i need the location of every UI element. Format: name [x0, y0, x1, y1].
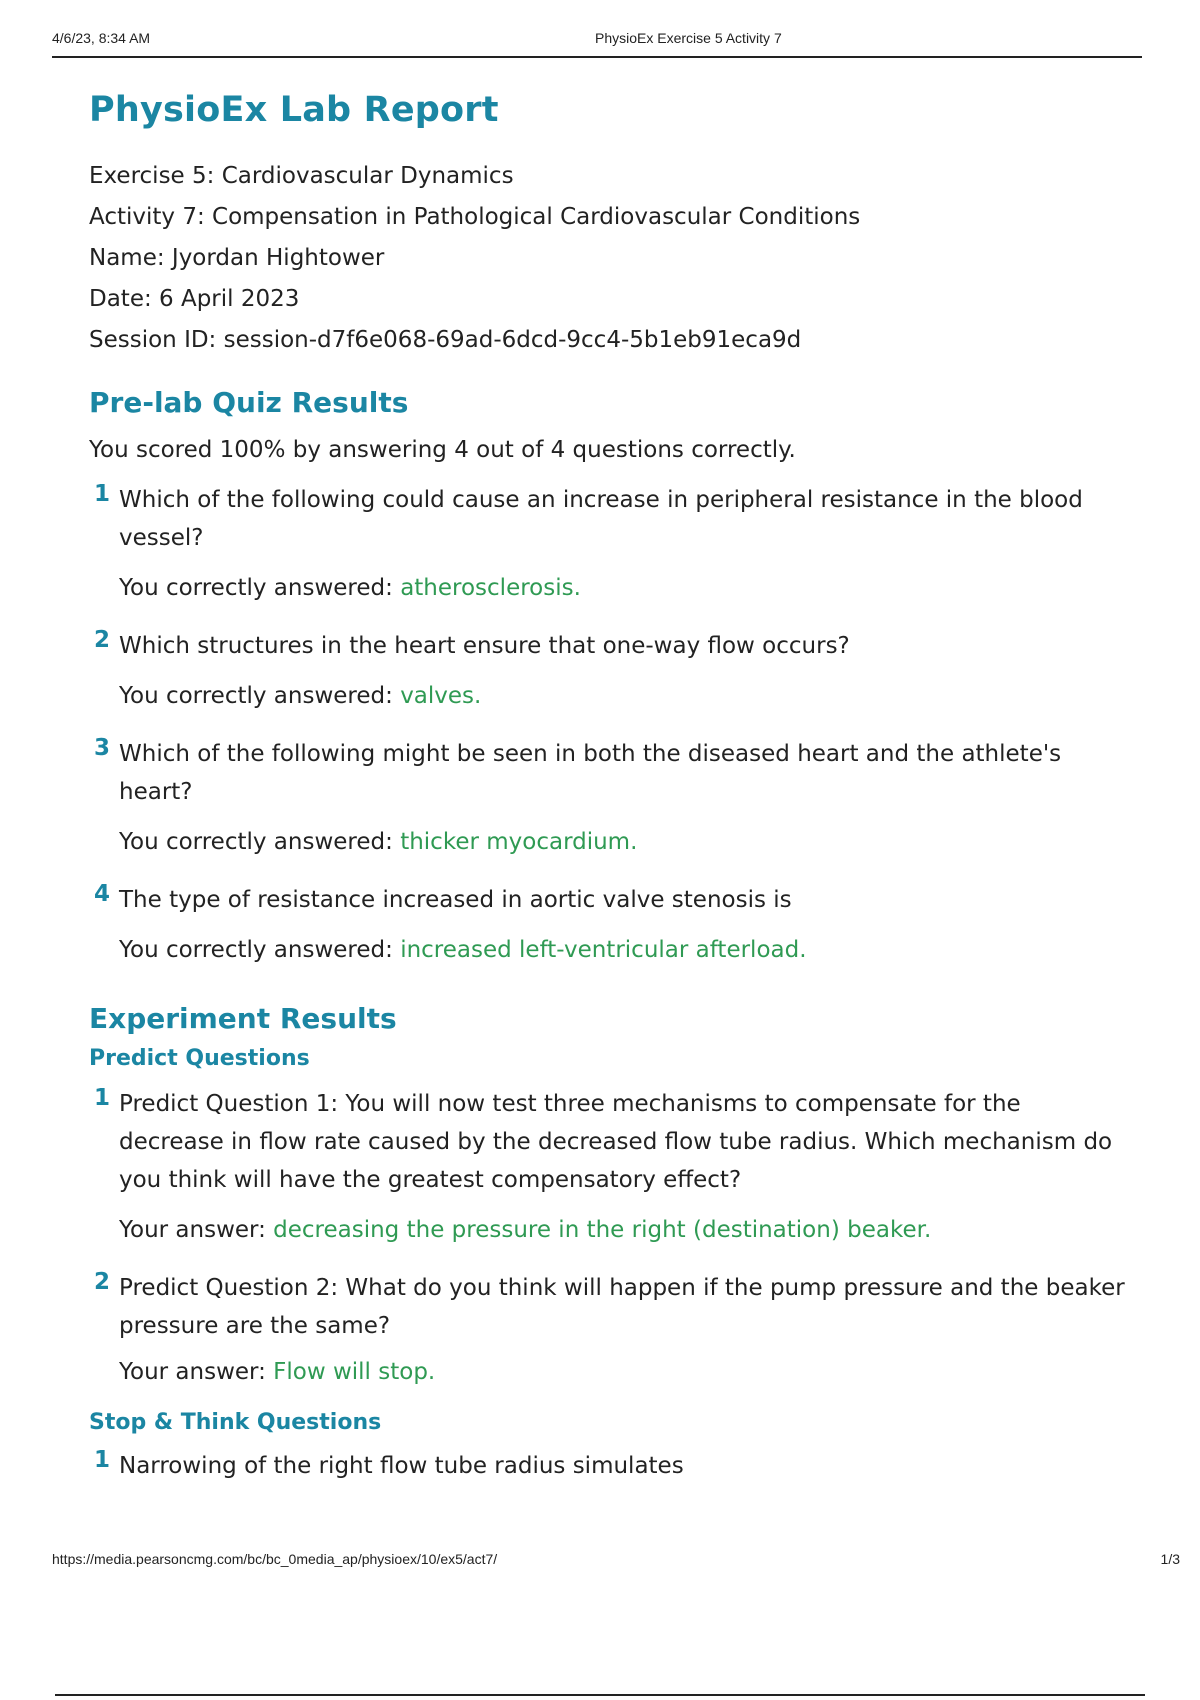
question-number: 2: [94, 1269, 111, 1295]
predict-question: [89, 1085, 1149, 1247]
prelab-question: [89, 735, 1149, 859]
print-date: 4/6/23, 8:34 AM: [52, 30, 151, 46]
question-text: Which structures in the heart ensure that one-way flow occurs?: [119, 633, 850, 659]
predict-heading: Predict Questions: [89, 1046, 310, 1071]
prelab-question: [89, 627, 1149, 713]
answer-prefix: You correctly answered:: [119, 575, 401, 601]
question-text: Predict Question 2: What do you think will happen if the pump pressure and the beaker pressure are the same?: [119, 1275, 1125, 1339]
answer-value: Flow will stop.: [273, 1359, 436, 1385]
question-answer: [119, 679, 1149, 713]
prelab-score: You scored 100% by answering 4 out of 4 questions correctly.: [89, 437, 796, 463]
report-title: PhysioEx Lab Report: [89, 90, 499, 130]
answer-prefix: You correctly answered:: [119, 937, 401, 963]
prelab-question: [89, 481, 1149, 605]
question-number: 3: [94, 735, 111, 761]
page-number: 1/3: [1160, 1551, 1180, 1567]
prelab-heading: Pre-lab Quiz Results: [89, 386, 409, 419]
report-content: [89, 86, 1149, 1485]
question-number: 1: [94, 1085, 111, 1111]
question-answer: [119, 825, 1149, 859]
question-text: Predict Question 1: You will now test three mechanisms to compensate for the decrease in flow rate caused by the decreased flow tube radius. Which mechanism do you think will have the greatest compensatory effect?: [119, 1091, 1113, 1193]
answer-value: atherosclerosis.: [400, 575, 581, 601]
bottom-divider: [55, 1694, 1145, 1696]
question-answer: [119, 1355, 1149, 1389]
print-header: [52, 28, 1142, 58]
activity-line: Activity 7: Compensation in Pathological Cardiovascular Conditions: [89, 204, 861, 230]
prelab-question: [89, 881, 1149, 967]
question-answer: [119, 1213, 1149, 1247]
answer-value: valves.: [400, 683, 482, 709]
report-meta: [89, 156, 1149, 361]
name-line: Name: Jyordan Hightower: [89, 245, 385, 271]
stop-think-question: [89, 1447, 1149, 1485]
predict-question: [89, 1269, 1149, 1389]
stop-think-heading: Stop & Think Questions: [89, 1410, 382, 1435]
answer-prefix: Your answer:: [119, 1217, 274, 1243]
question-number: 1: [94, 1447, 111, 1473]
question-number: 2: [94, 627, 111, 653]
question-answer: [119, 933, 1149, 967]
print-doc-title: PhysioEx Exercise 5 Activity 7: [595, 30, 782, 46]
question-text: Narrowing of the right flow tube radius simulates: [119, 1453, 684, 1479]
date-line: Date: 6 April 2023: [89, 286, 300, 312]
exercise-line: Exercise 5: Cardiovascular Dynamics: [89, 163, 514, 189]
answer-value: thicker myocardium.: [400, 829, 638, 855]
answer-prefix: Your answer:: [119, 1359, 274, 1385]
question-number: 1: [94, 481, 111, 507]
question-text: Which of the following could cause an increase in peripheral resistance in the blood vessel?: [119, 487, 1083, 551]
question-number: 4: [94, 881, 111, 907]
answer-value: increased left-ventricular afterload.: [400, 937, 807, 963]
question-answer: [119, 571, 1149, 605]
answer-value: decreasing the pressure in the right (destination) beaker.: [273, 1217, 932, 1243]
experiment-heading: Experiment Results: [89, 1002, 397, 1035]
answer-prefix: You correctly answered:: [119, 683, 401, 709]
answer-prefix: You correctly answered:: [119, 829, 401, 855]
session-line: Session ID: session-d7f6e068-69ad-6dcd-9cc4-5b1eb91eca9d: [89, 327, 802, 353]
question-text: The type of resistance increased in aortic valve stenosis is: [119, 887, 792, 913]
question-text: Which of the following might be seen in both the diseased heart and the athlete's heart?: [119, 741, 1062, 805]
page-url: https://media.pearsoncmg.com/bc/bc_0media_ap/physioex/10/ex5/act7/: [52, 1551, 498, 1567]
